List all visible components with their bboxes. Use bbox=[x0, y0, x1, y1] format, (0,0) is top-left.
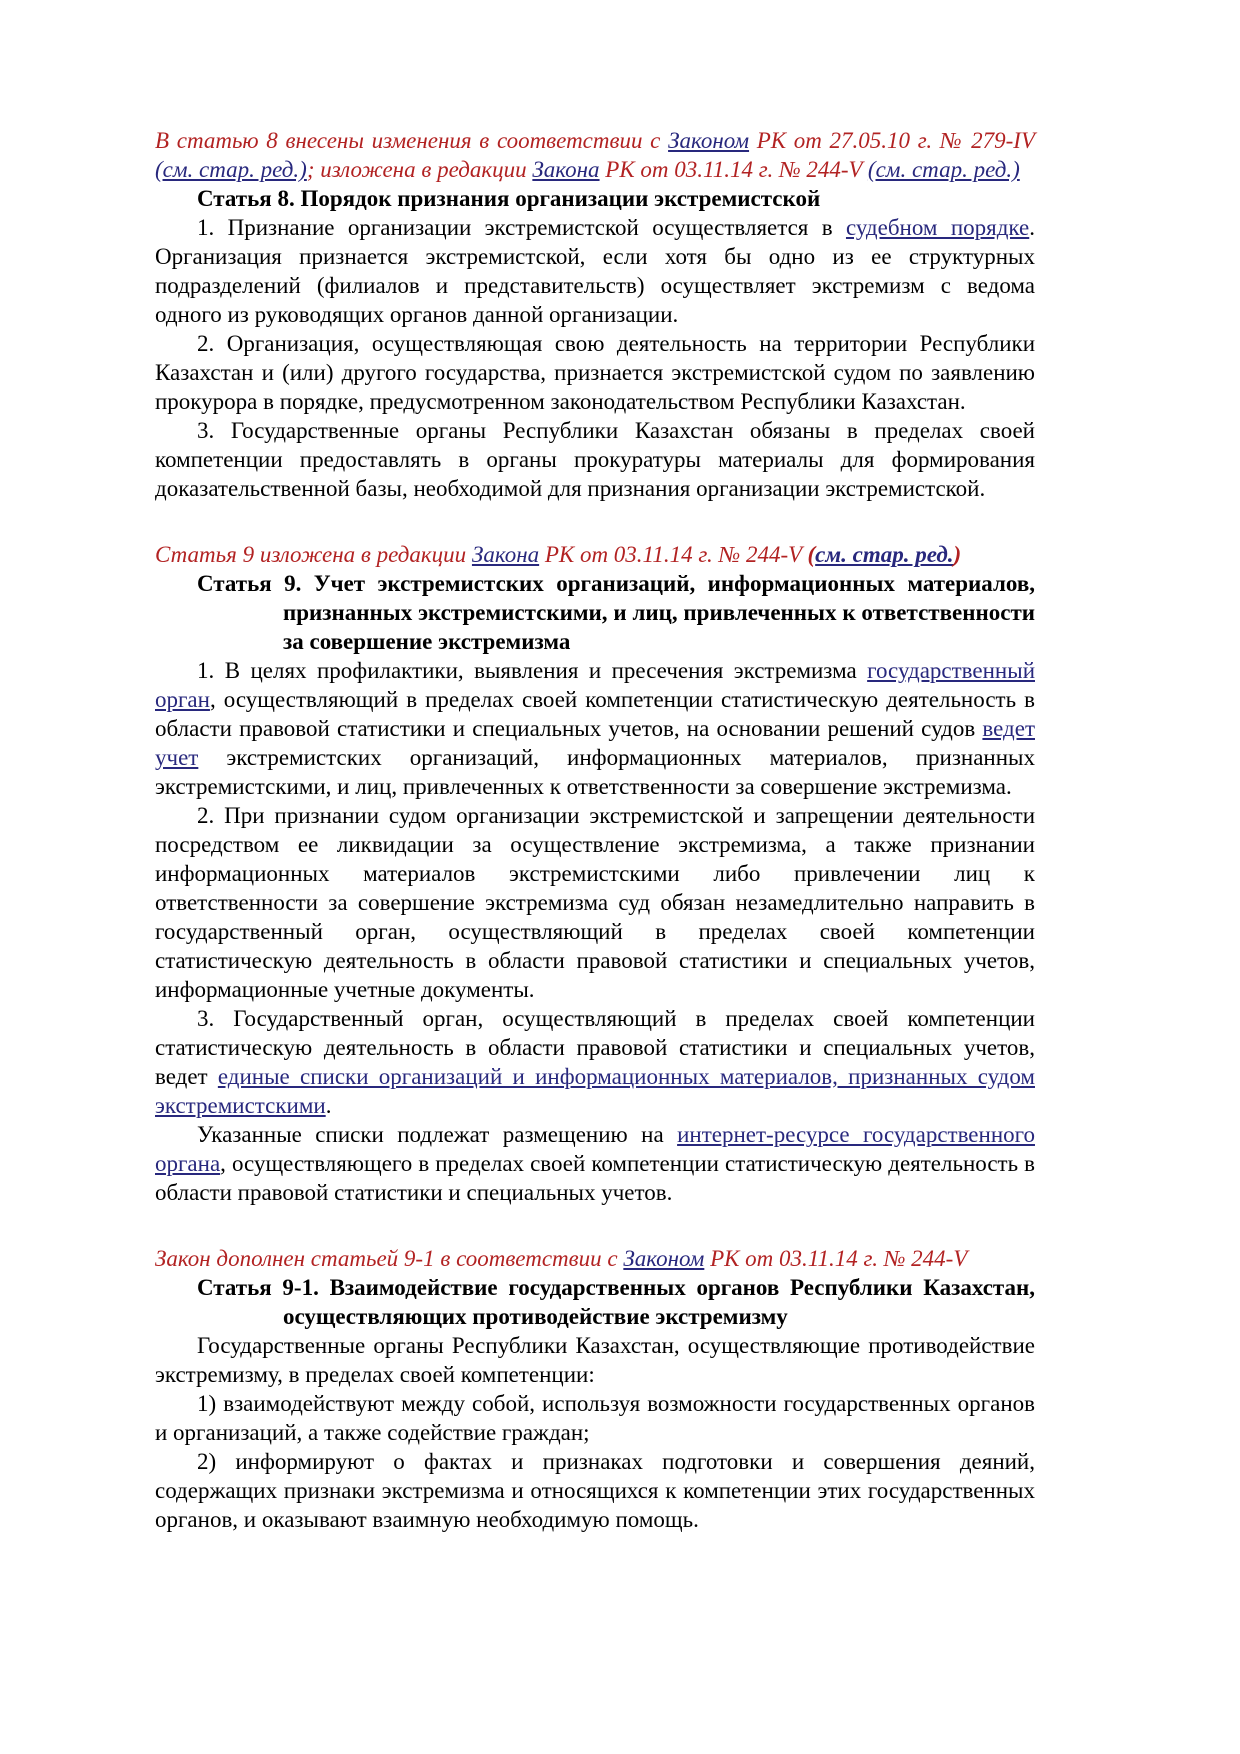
article9-paragraph-4 bbox=[155, 1120, 1035, 1207]
text-run: , осуществляющего в пределах своей компетенции статистическую деятельность в области правовой статистики и специальных учетов. bbox=[155, 1151, 1035, 1205]
article8-heading bbox=[155, 184, 1035, 213]
article8-paragraph-3 bbox=[155, 416, 1035, 503]
law-link[interactable]: интернет-ресурсе государственного органа bbox=[155, 1122, 1035, 1176]
text-run: В статью 8 внесены изменения в соответствии с bbox=[155, 128, 669, 153]
article9-1-subparagraph-1 bbox=[155, 1389, 1035, 1447]
text-run: 3. Государственные органы Республики Казахстан обязаны в пределах своей компетенции предоставлять в органы прокуратуры материалы для формирования доказательственной базы, необходимой для признания организации экстремистской. bbox=[155, 418, 1035, 501]
law-link[interactable]: см. стар. ред. bbox=[815, 542, 954, 567]
law-link[interactable]: Законом bbox=[668, 128, 750, 153]
text-run: 2. Организация, осуществляющая свою деятельность на территории Республики Казахстан и (или) другого государства, признается экстремистской судом по заявлению прокурора в порядке, предусмотренном законодательством Республики Казахстан. bbox=[155, 331, 1035, 414]
text-run: 1. Признание организации экстремистской осуществляется в bbox=[197, 215, 846, 240]
text-run: 2. При признании судом организации экстремистской и запрещении деятельности посредством ее ликвидации за осуществление экстремизма, а также признании информационных материалов экстремистскими либо привлечении лиц к ответственности за совершение экстремизма суд обязан незамедлительно направить в государственный орган, осуществляющий в пределах своей компетенции статистическую деятельность в области правовой статистики и специальных учетов, информационные учетные документы. bbox=[155, 803, 1035, 1002]
text-run: Статья 9-1. Взаимодействие государственных органов Республики Казахстан, осуществляющих противодействие экстремизму bbox=[197, 1275, 1035, 1329]
text-run: Закон дополнен статьей 9-1 в соответствии с bbox=[155, 1246, 624, 1271]
law-link[interactable]: Закона bbox=[532, 157, 600, 182]
text-run: ; изложена в редакции bbox=[306, 157, 533, 182]
text-run: РК от 03.11.14 г. № 244-V bbox=[539, 542, 808, 567]
text-run: РК от 03.11.14 г. № 244-V bbox=[599, 157, 868, 182]
text-run: ( bbox=[807, 542, 816, 567]
text-run: РК от 03.11.14 г. № 244-V bbox=[704, 1246, 968, 1271]
law-link[interactable]: судебном порядке bbox=[845, 215, 1030, 240]
article9-1-paragraph-intro bbox=[155, 1331, 1035, 1389]
document-body bbox=[155, 126, 1035, 1534]
text-run: 1) взаимодействуют между собой, используя возможности государственных органов и организаций, а также содействие граждан; bbox=[155, 1391, 1035, 1445]
text-run: Статья 9 изложена в редакции bbox=[155, 542, 472, 567]
text-run: Указанные списки подлежат размещению на bbox=[197, 1122, 678, 1147]
text-run: 2) информируют о фактах и признаках подготовки и совершения деяний, содержащих признаки экстремизма и относящихся к компетенции этих государственных органов, и оказывают взаимную необходимую помощь. bbox=[155, 1449, 1035, 1532]
article8-amendment-annotation bbox=[155, 126, 1035, 184]
text-run: Статья 8. Порядок признания организации экстремистской bbox=[197, 186, 821, 211]
law-link[interactable]: Закона bbox=[471, 542, 540, 567]
text-run: Государственные органы Республики Казахстан, осуществляющие противодействие экстремизму, в пределах своей компетенции: bbox=[155, 1333, 1035, 1387]
article9-amendment-annotation bbox=[155, 540, 1035, 569]
law-link[interactable]: (см. стар. ред.) bbox=[867, 157, 1020, 182]
article9-heading bbox=[155, 569, 1035, 656]
article9-1-amendment-annotation bbox=[155, 1244, 1035, 1273]
article9-paragraph-3 bbox=[155, 1004, 1035, 1120]
law-link[interactable]: единые списки организаций и информационных материалов, признанных судом экстремистскими bbox=[155, 1064, 1035, 1118]
text-run: Статья 9. Учет экстремистских организаций, информационных материалов, признанных экстремистскими, и лиц, привлеченных к ответственности за совершение экстремизма bbox=[197, 571, 1035, 654]
text-run: , осуществляющий в пределах своей компетенции статистическую деятельность в области правовой статистики и специальных учетов, на основании решений судов bbox=[155, 687, 1035, 741]
text-run: РК от 27.05.10 г. № 279-IV bbox=[749, 128, 1036, 153]
text-run: 1. В целях профилактики, выявления и пресечения экстремизма bbox=[197, 658, 868, 683]
text-run: экстремистских организаций, информационных материалов, признанных экстремистскими, и лиц, привлеченных к ответственности за совершение экстремизма. bbox=[155, 745, 1035, 799]
law-link[interactable]: (см. стар. ред.) bbox=[155, 157, 307, 182]
law-link[interactable]: ведет учет bbox=[155, 716, 1035, 770]
text-run: . Организация признается экстремистской, если хотя бы одно из ее структурных подразделений (филиалов и представительств) осуществляет экстремизм с ведома одного из руководящих органов данной организации. bbox=[155, 215, 1035, 327]
article8-paragraph-1 bbox=[155, 213, 1035, 329]
text-run: . bbox=[325, 1093, 332, 1118]
law-link[interactable]: Законом bbox=[623, 1246, 705, 1271]
article9-paragraph-1 bbox=[155, 656, 1035, 801]
article9-1-subparagraph-2 bbox=[155, 1447, 1035, 1534]
text-run: ) bbox=[953, 542, 962, 567]
article8-paragraph-2 bbox=[155, 329, 1035, 416]
law-link[interactable]: государственный орган bbox=[155, 658, 1035, 712]
document-page bbox=[155, 0, 1035, 1534]
article9-1-heading bbox=[155, 1273, 1035, 1331]
article9-paragraph-2 bbox=[155, 801, 1035, 1004]
text-run: 3. Государственный орган, осуществляющий в пределах своей компетенции статистическую деятельность в области правовой статистики и специальных учетов, ведет bbox=[155, 1006, 1035, 1089]
